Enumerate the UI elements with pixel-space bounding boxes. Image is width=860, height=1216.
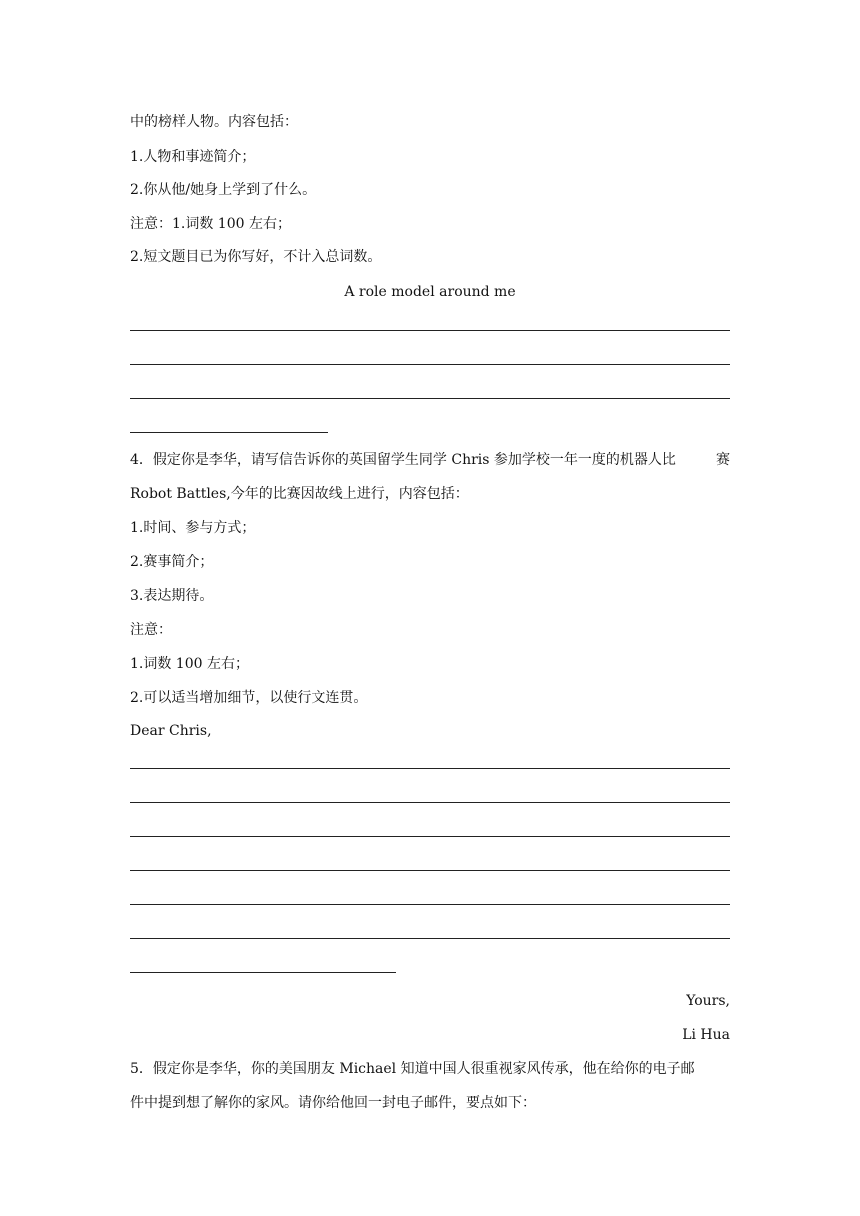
answer-line [130, 938, 730, 939]
question-4-note-1: 1.词数 100 左右； [130, 656, 249, 672]
section3-item-1: 1.人物和事迹简介； [130, 149, 256, 165]
question-4-prompt-end: 赛 [716, 452, 730, 468]
answer-line [130, 802, 730, 803]
section3-item-2: 2.你从他/她身上学到了什么。 [130, 182, 317, 198]
question-4-prompt-line-1 [130, 450, 730, 470]
question-4-item-3: 3.表达期待。 [130, 588, 214, 604]
answer-line [130, 768, 730, 769]
answer-line [130, 364, 730, 365]
letter-salutation: Dear Chris, [130, 723, 212, 739]
answer-line-short [130, 432, 328, 433]
answer-line [130, 904, 730, 905]
section3-note-2: 2.短文题目已为你写好，不计入总词数。 [130, 249, 382, 265]
question-4-note-2: 2.可以适当增加细节，以使行文连贯。 [130, 690, 368, 706]
question-5-prompt-line-2: 件中提到想了解你的家风。请你给他回一封电子邮件，要点如下： [130, 1095, 536, 1111]
letter-signature: Li Hua [682, 1027, 730, 1043]
answer-line-short [130, 972, 396, 973]
answer-line [130, 398, 730, 399]
answer-line [130, 870, 730, 871]
question-4-item-2: 2.赛事简介； [130, 554, 214, 570]
question-4-note-label: 注意： [130, 622, 172, 638]
question-4-prompt-line-2: Robot Battles,今年的比赛因故线上进行，内容包括： [130, 486, 469, 502]
essay-title: A role model around me [344, 284, 516, 300]
question-5-prompt-line-1: 5．假定你是李华，你的美国朋友 Michael 知道中国人很重视家风传承，他在给你的电子邮 [130, 1061, 695, 1077]
section3-intro-line: 中的榜样人物。内容包括： [130, 114, 298, 130]
answer-line [130, 330, 730, 331]
section3-note-1: 注意：1.词数 100 左右； [130, 216, 291, 232]
question-4-item-1: 1.时间、参与方式； [130, 520, 256, 536]
question-4-prompt-text: 4．假定你是李华，请写信告诉你的英国留学生同学 Chris 参加学校一年一度的机器人比 [130, 452, 676, 468]
answer-line [130, 836, 730, 837]
letter-closing: Yours, [686, 993, 730, 1009]
